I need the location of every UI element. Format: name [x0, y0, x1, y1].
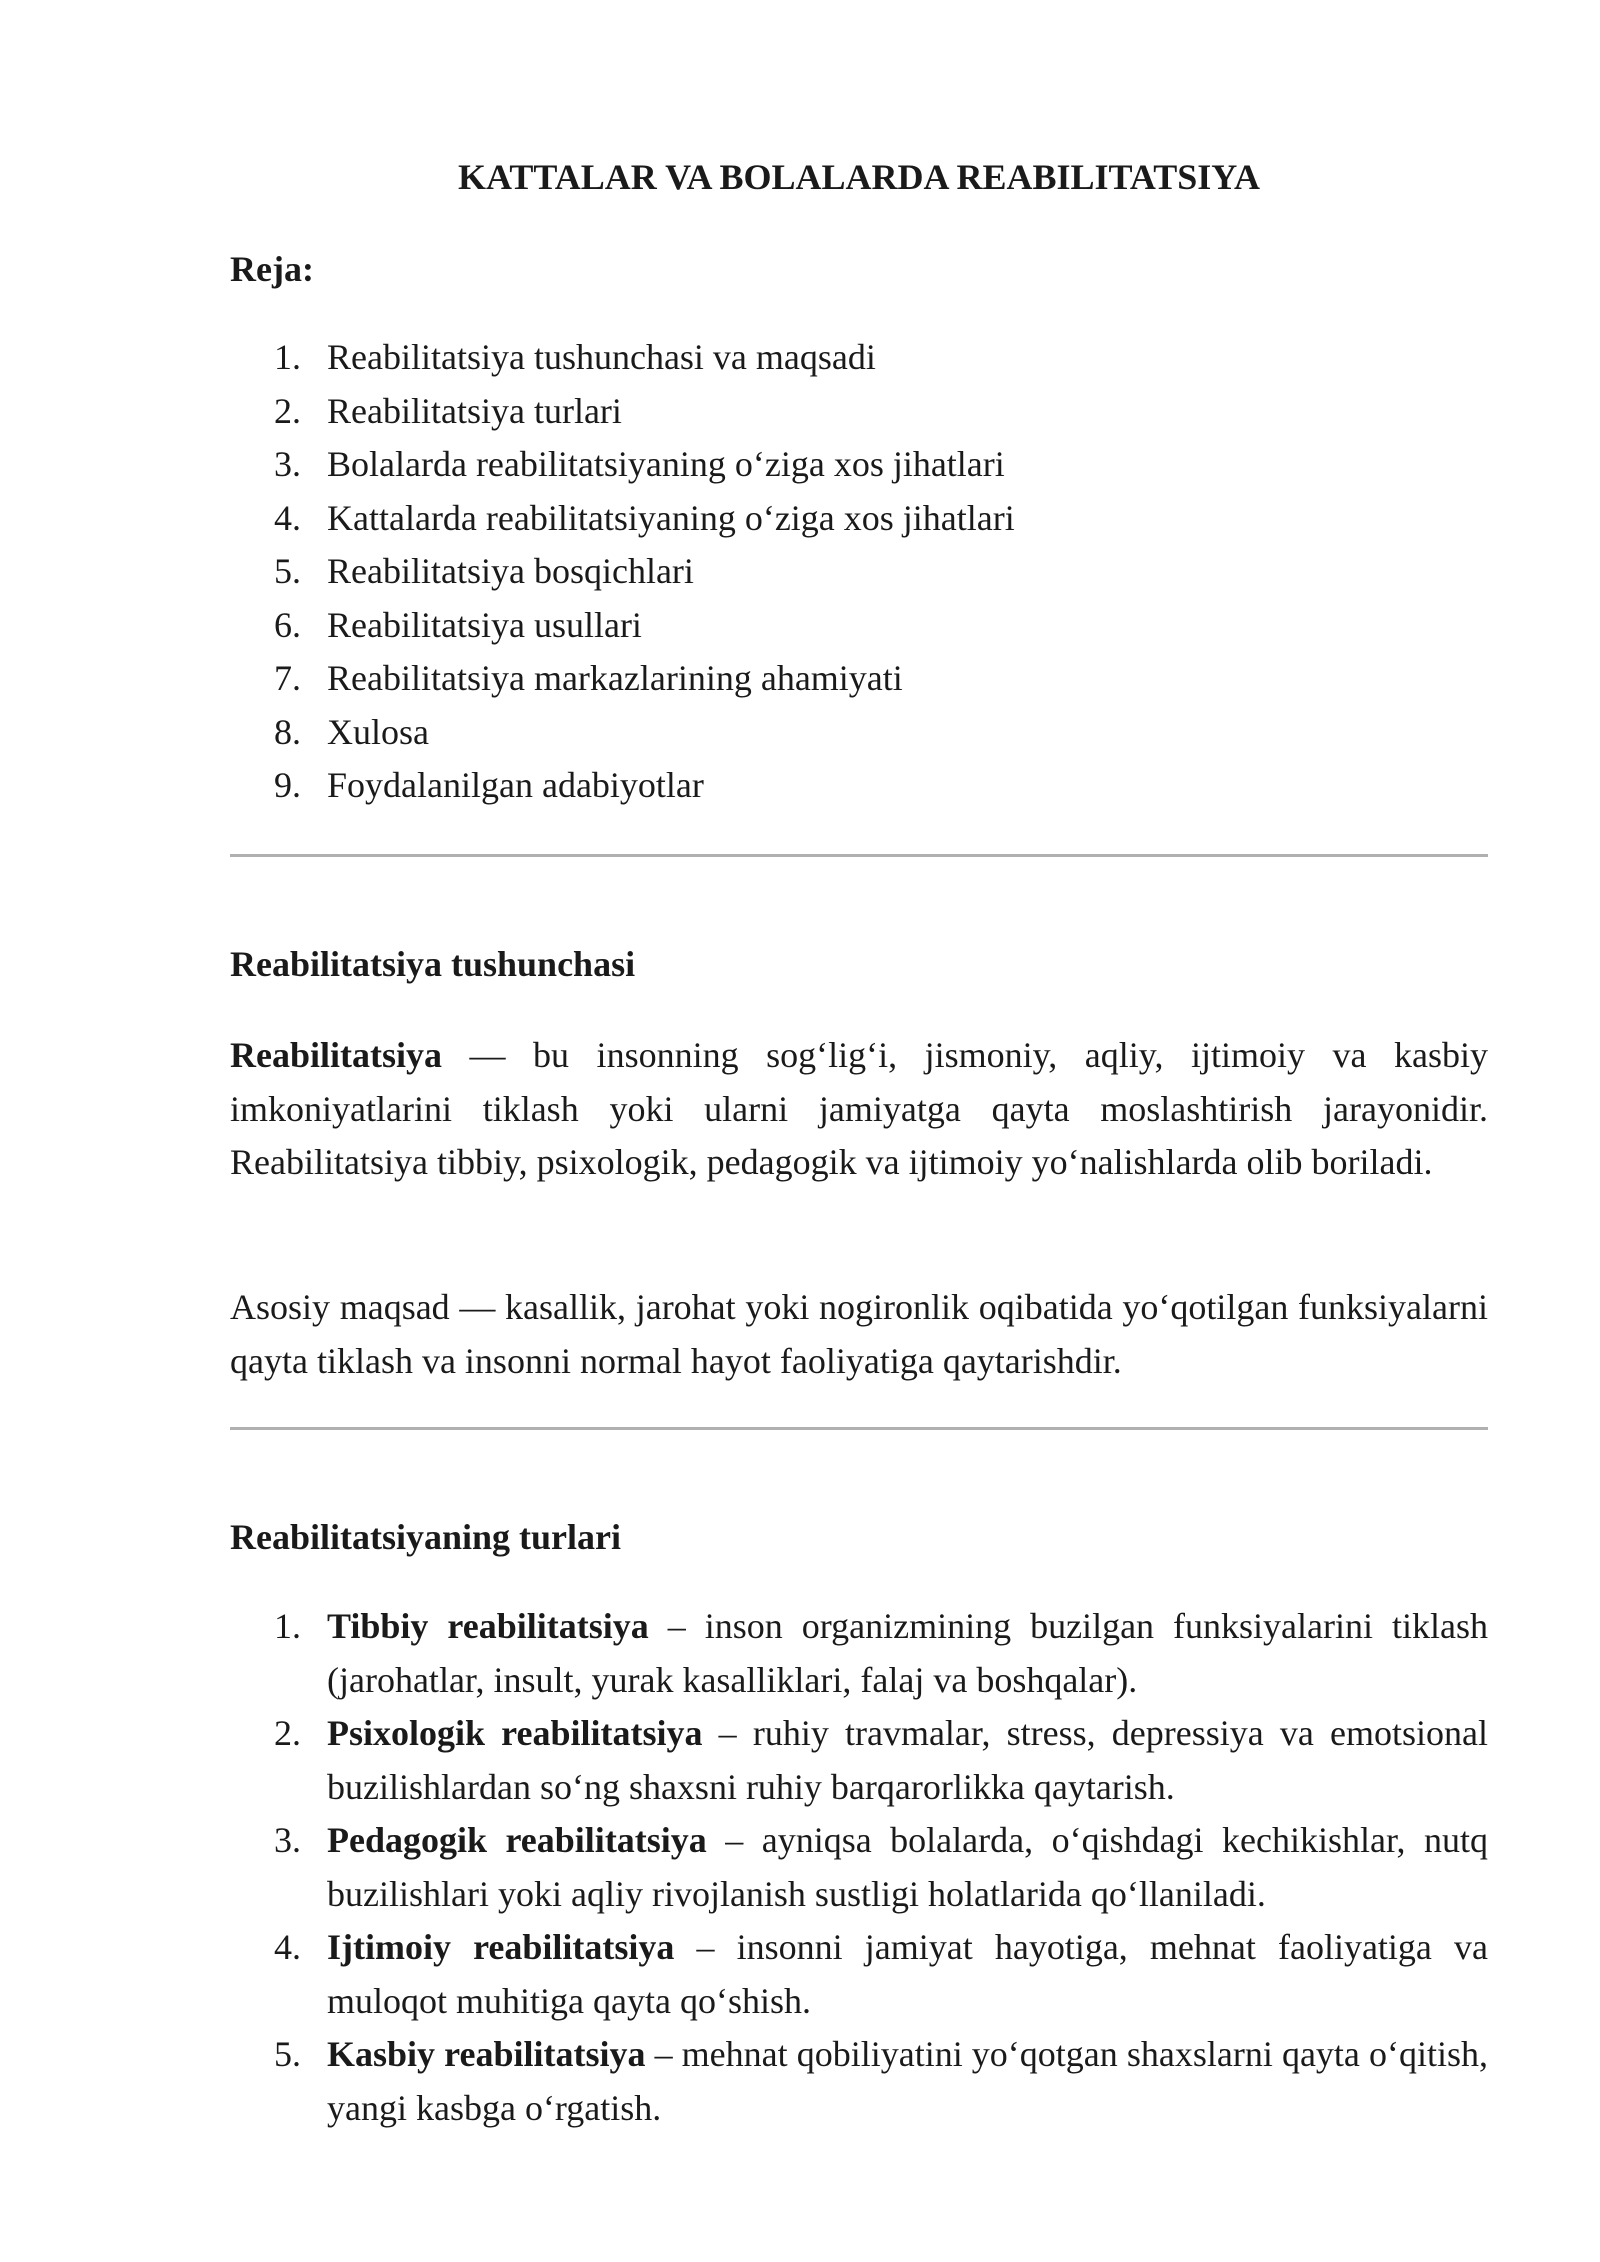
term-bold: Psixologik reabilitatsiya: [327, 1713, 703, 1753]
list-number: 5.: [274, 551, 301, 591]
list-number: 4.: [274, 1927, 301, 1967]
term-bold: Ijtimoiy reabilitatsiya: [327, 1927, 675, 1967]
term-bold: Reabilitatsiya: [230, 1035, 442, 1075]
list-item-text: Reabilitatsiya markazlarining ahamiyati: [327, 658, 903, 698]
list-item: [230, 1600, 1488, 1707]
section-heading-concept: Reabilitatsiya tushunchasi: [230, 944, 636, 984]
list-number: 5.: [274, 2034, 301, 2074]
paragraph-text: — bu insonning sog‘lig‘i, jismoniy, aqliy, ijtimoiy va kasbiy imkoniyatlarini tiklash yoki ularni jamiyatga qayta moslashtirish jarayonidir. Reabilitatsiya tibbiy, psixologik, pedagogik va ijtimoiy yo‘nalishlarda olib boriladi.: [230, 1035, 1488, 1182]
list-item: [230, 1921, 1488, 2028]
list-item: [230, 759, 1488, 813]
list-item: [230, 706, 1488, 760]
list-item-text: Reabilitatsiya bosqichlari: [327, 551, 694, 591]
list-number: 7.: [274, 658, 301, 698]
list-number: 2.: [274, 390, 301, 431]
types-list: [230, 1600, 1488, 2135]
goal-paragraph: Asosiy maqsad — kasallik, jarohat yoki nogironlik oqibatida yo‘qotilgan funksiyalarni qayta tiklash va insonni normal hayot faoliyatiga qaytarishdir.: [230, 1287, 1488, 1381]
section-heading-types: Reabilitatsiyaning turlari: [230, 1517, 622, 1557]
list-item: [230, 385, 1488, 439]
list-item: [230, 2028, 1488, 2135]
list-item-text: – ayniqsa bolalarda, o‘qishdagi kechikishlar, nutq buzilishlari yoki aqliy rivojlanish sustligi holatlarida qo‘llaniladi.: [327, 1820, 1488, 1914]
list-number: 2.: [274, 1713, 301, 1753]
list-item: [230, 652, 1488, 706]
list-item: [230, 1707, 1488, 1814]
term-bold: Tibbiy reabilitatsiya: [327, 1606, 649, 1646]
list-item-text: Reabilitatsiya tushunchasi va maqsadi: [327, 337, 876, 377]
list-item-text: Reabilitatsiya usullari: [327, 604, 642, 645]
list-number: 9.: [274, 765, 301, 805]
list-item: [230, 438, 1488, 492]
list-item-text: – inson organizmining buzilgan funksiyalarini tiklash (jarohatlar, insult, yurak kasalliklari, falaj va boshqalar).: [327, 1606, 1488, 1700]
list-item: [230, 492, 1488, 546]
list-item: [230, 331, 1488, 385]
list-item-text: Xulosa: [327, 711, 429, 752]
concept-paragraph: [230, 1029, 1488, 1190]
list-item-text: – insonni jamiyat hayotiga, mehnat faoliyatiga va muloqot muhitiga qayta qo‘shish.: [327, 1927, 1488, 2021]
list-item-text: Bolalarda reabilitatsiyaning o‘ziga xos jihatlari: [327, 444, 1005, 484]
plan-heading: Reja:: [230, 249, 314, 289]
list-number: 4.: [274, 497, 301, 538]
list-item-text: – ruhiy travmalar, stress, depressiya va emotsional buzilishlardan so‘ng shaxsni ruhiy barqarorlikka qaytarish.: [327, 1713, 1488, 1807]
list-number: 3.: [274, 1820, 301, 1860]
term-bold: Kasbiy reabilitatsiya: [327, 2034, 646, 2074]
list-item: [230, 545, 1488, 599]
document-title: KATTALAR VA BOLALARDA REABILITATSIYA: [458, 157, 1260, 197]
list-item: [230, 599, 1488, 653]
list-number: 6.: [274, 604, 301, 645]
plan-list: [230, 331, 1488, 813]
term-bold: Pedagogik reabilitatsiya: [327, 1820, 707, 1860]
list-number: 8.: [274, 711, 301, 752]
list-number: 1.: [274, 1606, 301, 1646]
section-divider: [230, 1427, 1488, 1430]
list-item-text: Reabilitatsiya turlari: [327, 390, 622, 431]
list-item-text: Foydalanilgan adabiyotlar: [327, 765, 704, 805]
list-number: 3.: [274, 444, 301, 484]
list-number: 1.: [274, 337, 301, 377]
section-divider: [230, 854, 1488, 857]
list-item-text: Kattalarda reabilitatsiyaning o‘ziga xos jihatlari: [327, 497, 1015, 538]
list-item-text: – mehnat qobiliyatini yo‘qotgan shaxslarni qayta o‘qitish, yangi kasbga o‘rgatish.: [327, 2034, 1489, 2128]
list-item: [230, 1814, 1488, 1921]
